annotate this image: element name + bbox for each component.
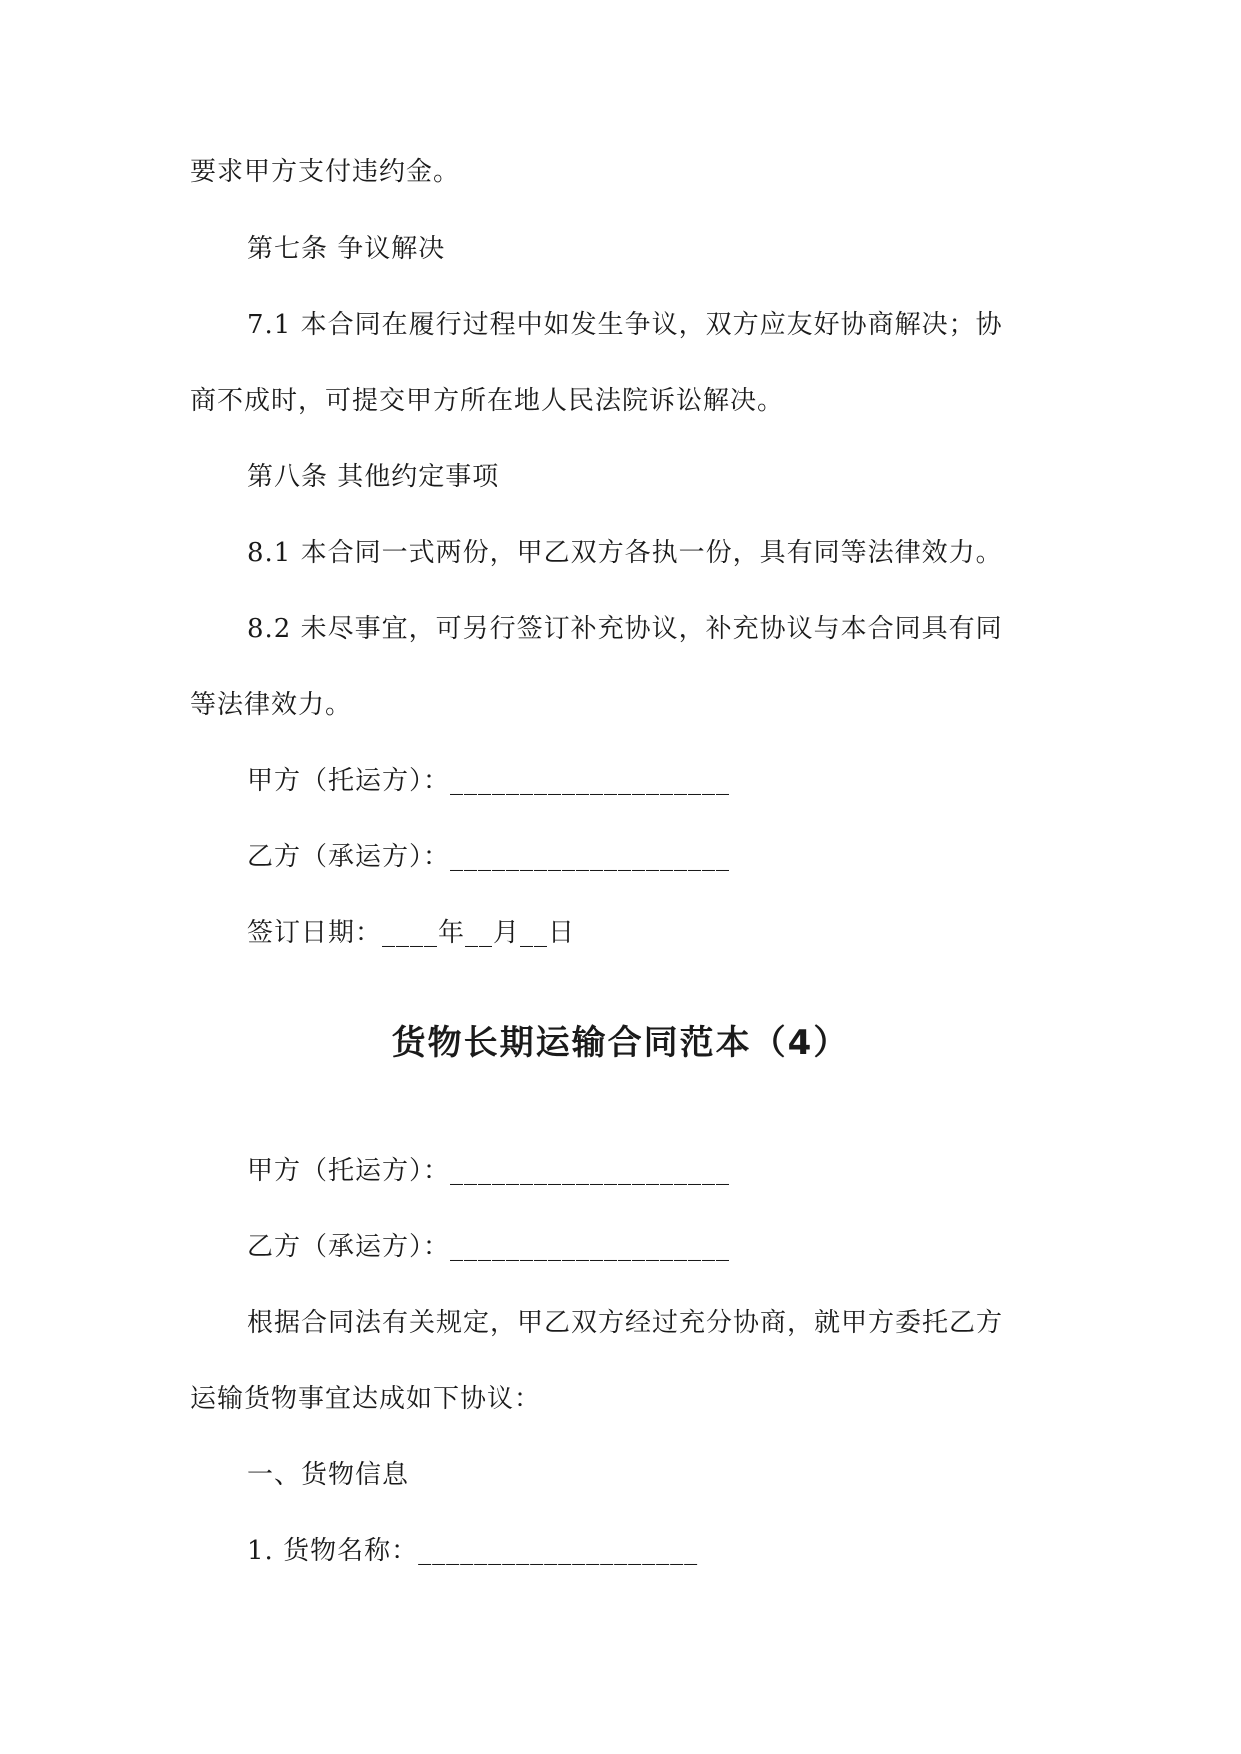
party-a-field: 甲方（托运方）：____________________ bbox=[247, 1156, 731, 1186]
preamble-line-2: 运输货物事宜达成如下协议： bbox=[190, 1384, 542, 1414]
cargo-info-heading: 一、货物信息 bbox=[247, 1460, 410, 1490]
clause-7-1-line-1: 7.1 本合同在履行过程中如发生争议，双方应友好协商解决；协 bbox=[247, 310, 1003, 340]
clause-8-2-line-1: 8.2 未尽事宜，可另行签订补充协议，补充协议与本合同具有同 bbox=[247, 614, 1003, 644]
cargo-name-field: 1. 货物名称：____________________ bbox=[247, 1536, 699, 1566]
clause-8-2-line-2: 等法律效力。 bbox=[190, 690, 353, 720]
clause-7-1-line-2: 商不成时，可提交甲方所在地人民法院诉讼解决。 bbox=[190, 386, 785, 416]
paragraph-continuation: 要求甲方支付违约金。 bbox=[190, 157, 461, 187]
preamble-line-1: 根据合同法有关规定，甲乙双方经过充分协商，就甲方委托乙方 bbox=[247, 1308, 1004, 1338]
party-a-signature-field: 甲方（托运方）：____________________ bbox=[247, 766, 731, 796]
article-7-heading: 第七条 争议解决 bbox=[247, 234, 446, 264]
clause-8-1: 8.1 本合同一式两份，甲乙双方各执一份，具有同等法律效力。 bbox=[247, 538, 1003, 568]
party-b-field: 乙方（承运方）：____________________ bbox=[247, 1232, 731, 1262]
signing-date-field: 签订日期：____年__月__日 bbox=[247, 918, 576, 948]
section-title: 货物长期运输合同范本（4） bbox=[391, 1023, 850, 1063]
article-8-heading: 第八条 其他约定事项 bbox=[247, 462, 500, 492]
party-b-signature-field: 乙方（承运方）：____________________ bbox=[247, 842, 731, 872]
